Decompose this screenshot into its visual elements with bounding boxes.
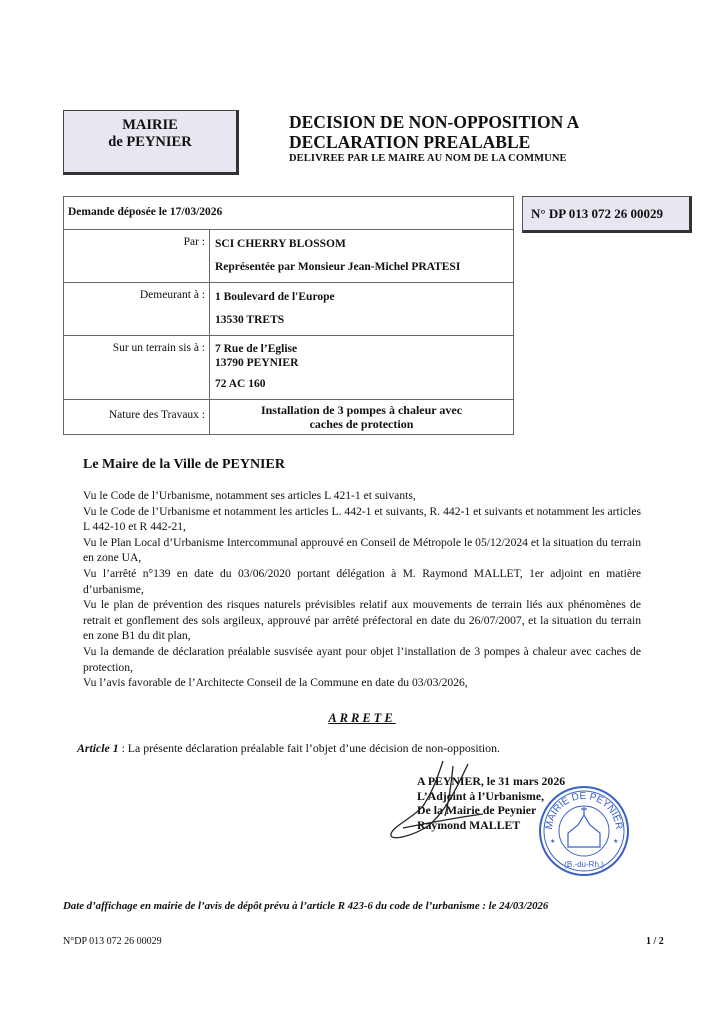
address-label: Demeurant à : [64,283,210,336]
table-row [64,400,514,435]
article-text: : La présente déclaration préalable fait l’objet d’une décision de non-opposition. [118,741,500,755]
terrain-street: 7 Rue de l’Eglise [215,343,298,355]
svg-text:MAIRIE DE PEYNIER: MAIRIE DE PEYNIER [543,790,625,831]
sign-org: De la Mairie de Peynier [417,803,537,817]
applicant-representative: Représentée par Monsieur Jean-Michel PRATESI [215,261,461,273]
title-line1: DECISION DE NON-OPPOSITION A [289,112,580,132]
footer-reference: N°DP 013 072 26 00029 [63,936,162,947]
address-line2: 13530 TRETS [215,314,285,326]
sign-name: Raymond MALLET [417,817,521,832]
sign-role: L’Adjoint à l’Urbanisme, [417,788,545,803]
vu-item: Vu l’arrêté n°139 en date du 03/06/2020 portant délégation à M. Raymond MALLET, 1er adjoint en matière d’urbanisme, [83,566,641,596]
title-line2: DECLARATION PREALABLE [289,132,531,152]
table-row [64,283,514,336]
mairie-header-box [63,110,239,175]
deposit-date: Demande déposée le 17/03/2026 [64,197,514,230]
vu-item: Vu le Code de l’Urbanisme, notamment ses articles L 421-1 et suivants, [83,489,416,502]
table-row [64,230,514,283]
terrain-parcel: 72 AC 160 [215,378,266,390]
works-label: Nature des Travaux : [64,400,210,435]
vu-item: Vu la demande de déclaration préalable susvisée ayant pour objet l’installation de 3 pompes à chaleur avec caches de protection, [83,644,641,674]
sign-place-date: A PEYNIER, le 31 mars 2026 [417,774,566,788]
address-line1: 1 Boulevard de l'Europe [215,291,335,303]
terrain-label: Sur un terrain sis à : [64,336,210,400]
dossier-number: N° DP 013 072 26 00029 [522,196,692,233]
mairie-line2: de PEYNIER [108,134,192,150]
vu-item: Vu l’avis favorable de l’Architecte Conseil de la Commune en date du 03/03/2026, [83,676,468,690]
svg-text:★: ★ [613,839,619,845]
handwritten-signature-icon [383,756,503,846]
vu-paragraphs [83,488,641,691]
arrete-heading: ARRETE [328,711,396,725]
page-number: 1 / 2 [646,936,664,947]
terrain-city: 13790 PEYNIER [215,357,299,369]
official-stamp-icon [538,785,630,877]
article-1 [77,741,500,756]
title-subtitle: DELIVREE PAR LE MAIRE AU NOM DE LA COMMUNE [289,153,567,164]
table-row [64,336,514,400]
vu-item: Vu le Plan Local d’Urbanisme Intercommunal approuvé en Conseil de Métropole le 05/12/2024 et la situation du terrain en zone UA, [83,535,641,565]
works-line2: caches de protection [309,417,414,431]
svg-text:(B.-du-Rh.): (B.-du-Rh.) [564,860,604,869]
document-title [289,112,579,166]
article-label: Article 1 [77,741,119,755]
request-table [63,196,514,435]
applicant-label: Par : [64,230,210,283]
works-line1: Installation de 3 pompes à chaleur avec [260,403,463,417]
mairie-line1: MAIRIE [122,117,178,133]
applicant-name: SCI CHERRY BLOSSOM [215,238,346,250]
affichage-notice: Date d’affichage en mairie de l’avis de dépôt prévu à l’article R 423-6 du code de l’urbanisme : le 24/03/2026 [63,900,549,912]
vu-item: Vu le plan de prévention des risques naturels prévisibles relatif aux mouvements de terrain liés aux phénomènes de retrait et gonflement des sols argileux, approuvé par arrêté préfectoral en date du 26/07/2007, et la situation du terrain en zone B1 du dit plan, [83,598,641,643]
svg-text:★: ★ [550,839,556,845]
vu-item: Vu le Code de l’Urbanisme et notamment les articles L. 442-1 et suivants, R. 442-1 et suivants et notamment les articles L 442-10 et R 442-21, [83,504,641,534]
maire-title: Le Maire de la Ville de PEYNIER [83,457,285,472]
